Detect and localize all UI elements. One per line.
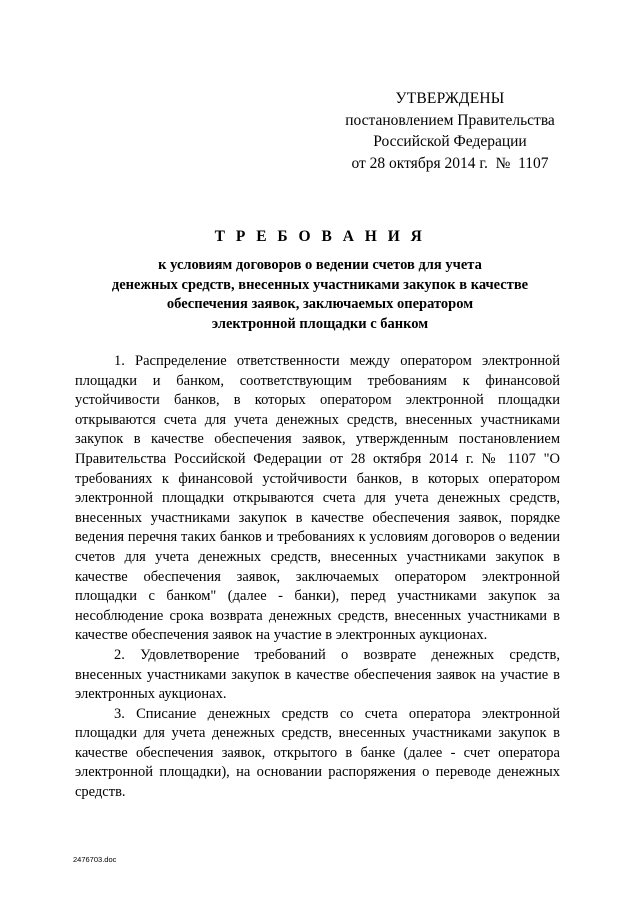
document-subtitle <box>80 256 560 334</box>
approval-block <box>340 88 560 174</box>
subtitle-line: к условиям договоров о ведении счетов для учета <box>158 257 482 273</box>
approval-line-3: от 28 октября 2014 г. № 1107 <box>351 154 549 172</box>
subtitle-line: денежных средств, внесенных участниками закупок в качестве <box>111 276 529 293</box>
file-name-footer: 2476703.doc <box>73 855 117 864</box>
paragraph-3: 3. Списание денежных средств со счета оператора электронной площадки для учета денежных средств, внесенных участниками закупок в качестве обеспечения заявок, открытого в банке (далее - счет оператора электронной площадки), на основании распоряжения о переводе денежных средств. <box>75 705 560 801</box>
approval-line-2: Российской Федерации <box>373 133 527 150</box>
paragraph-1: 1. Распределение ответственности между оператором электронной площадки и банком, соответствующим требованиям к финансовой устойчивости банков, в которых оператором электронной площадки открываются счета для учета денежных средств, внесенных участниками закупок в качестве обеспечения заявок, утвержденным постановлением Правительства Российской Федерации от 28 октября 2014 г. № 1107 "О требованиях к финансовой устойчивости банков, в которых оператором электронной площадки открываются счета для учета денежных средств, внесенных участниками закупок в качестве обеспечения заявок, порядке ведения перечня таких банков и требованиях к условиям договоров о ведении счетов для учета денежных средств, внесенных участниками закупок в качестве обеспечения заявок, заключаемых оператором электронной площадки с банком" (далее - банки), перед участниками закупок за несоблюдение срока возврата денежных средств, внесенных участниками в качестве обеспечения заявок на участие в электронных аукционах. <box>75 353 560 644</box>
subtitle-line: электронной площадки с банком <box>211 315 429 332</box>
approval-title: УТВЕРЖДЕНЫ <box>395 90 505 107</box>
subtitle-line: обеспечения заявок, заключаемых оператором <box>166 296 474 312</box>
approval-line-1: постановлением Правительства <box>345 111 555 129</box>
paragraph-2: 2. Удовлетворение требований о возврате денежных средств, внесенных участниками закупок в качестве обеспечения заявок на участие в электронных аукционах. <box>75 646 560 703</box>
document-title: Т Р Е Б О В А Н И Я <box>214 228 426 245</box>
document-body <box>75 352 560 803</box>
